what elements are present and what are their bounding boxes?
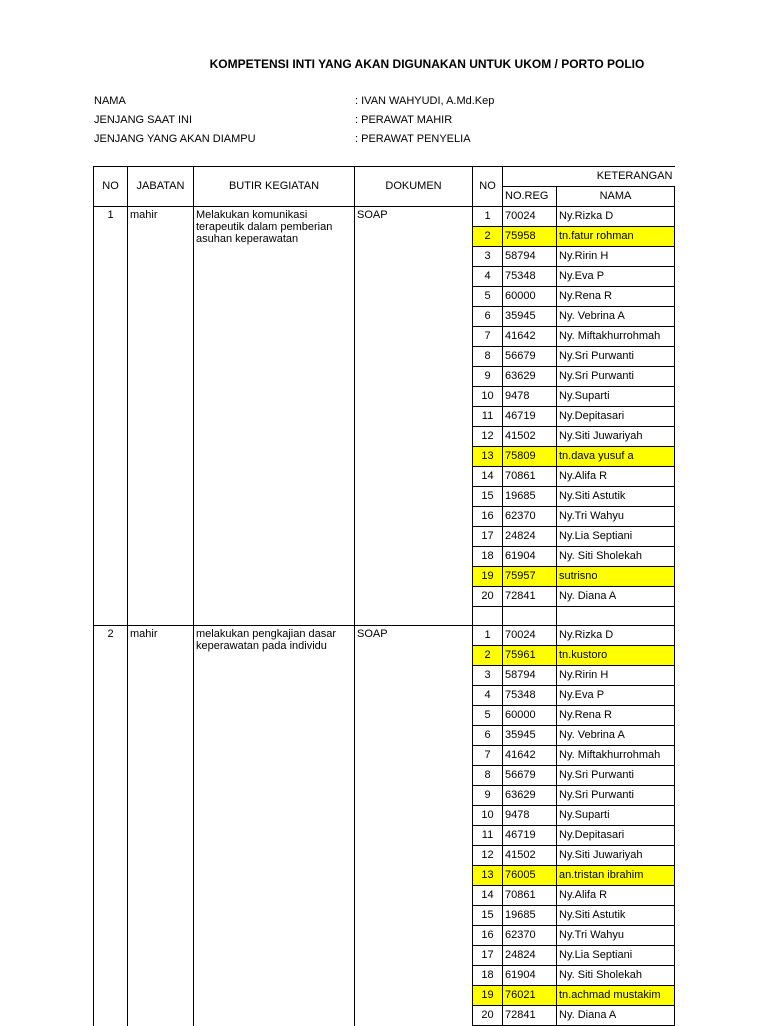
row-no: 12 — [473, 846, 503, 866]
row-noreg: 72841 — [503, 1006, 557, 1026]
row-noreg: 60000 — [503, 287, 557, 307]
row-noreg: 62370 — [503, 507, 557, 527]
row-no: 19 — [473, 986, 503, 1006]
header-butir-kegiatan: BUTIR KEGIATAN — [194, 167, 355, 207]
row-no: 3 — [473, 666, 503, 686]
row-nama: Ny.Lia Septiani — [557, 946, 675, 966]
row-nama: Ny.Siti Juwariyah — [557, 427, 675, 447]
row-nama: tn.kustoro — [557, 646, 675, 666]
row-no: 10 — [473, 806, 503, 826]
row-noreg: 24824 — [503, 527, 557, 547]
row-noreg: 56679 — [503, 347, 557, 367]
info-value: : PERAWAT MAHIR — [355, 114, 453, 126]
row-nama: Ny.Alifa R — [557, 467, 675, 487]
table-row — [94, 626, 675, 646]
row-nama: Ny.Siti Astutik — [557, 487, 675, 507]
row-no: 12 — [473, 427, 503, 447]
row-no: 14 — [473, 467, 503, 487]
row-no: 15 — [473, 906, 503, 926]
info-label: JENJANG YANG AKAN DIAMPU — [94, 133, 256, 145]
row-no: 20 — [473, 587, 503, 607]
row-no: 13 — [473, 866, 503, 886]
row-noreg: 76005 — [503, 866, 557, 886]
row-noreg: 63629 — [503, 367, 557, 387]
butir-text: Melakukan komunikasi terapeutik dalam pemberian asuhan keperawatan — [196, 209, 333, 245]
row-no: 9 — [473, 786, 503, 806]
section-jabatan: mahir — [128, 626, 194, 1026]
row-no: 2 — [473, 227, 503, 247]
row-noreg: 58794 — [503, 247, 557, 267]
row-noreg: 9478 — [503, 387, 557, 407]
table-header-row — [94, 167, 675, 187]
row-noreg: 60000 — [503, 706, 557, 726]
row-no: 8 — [473, 347, 503, 367]
row-no: 17 — [473, 946, 503, 966]
row-noreg: 75348 — [503, 267, 557, 287]
row-noreg: 76021 — [503, 986, 557, 1006]
header-nama: NAMA — [557, 187, 675, 207]
row-nama: Ny. Vebrina A — [557, 726, 675, 746]
row-noreg: 75809 — [503, 447, 557, 467]
row-no: 16 — [473, 926, 503, 946]
info-label: JENJANG SAAT INI — [94, 114, 193, 126]
row-noreg: 75961 — [503, 646, 557, 666]
row-no: 8 — [473, 766, 503, 786]
spacer-cell — [503, 607, 557, 626]
row-no: 1 — [473, 207, 503, 227]
row-nama: Ny. Diana A — [557, 587, 675, 607]
row-no: 1 — [473, 626, 503, 646]
row-noreg: 19685 — [503, 906, 557, 926]
row-nama: Ny.Sri Purwanti — [557, 766, 675, 786]
row-nama: Ny.Tri Wahyu — [557, 926, 675, 946]
spacer-cell — [473, 607, 503, 626]
row-nama: Ny.Rizka D — [557, 626, 675, 646]
row-nama: Ny.Rizka D — [557, 207, 675, 227]
row-nama: Ny.Depitasari — [557, 407, 675, 427]
row-noreg: 41502 — [503, 846, 557, 866]
row-noreg: 63629 — [503, 786, 557, 806]
row-nama: Ny.Siti Juwariyah — [557, 846, 675, 866]
row-no: 18 — [473, 966, 503, 986]
row-nama: sutrisno — [557, 567, 675, 587]
header-jabatan: JABATAN — [128, 167, 194, 207]
row-no: 4 — [473, 267, 503, 287]
section-no: 2 — [94, 626, 128, 1026]
row-noreg: 56679 — [503, 766, 557, 786]
row-nama: Ny.Sri Purwanti — [557, 786, 675, 806]
row-noreg: 41502 — [503, 427, 557, 447]
row-noreg: 70861 — [503, 886, 557, 906]
row-nama: Ny. Siti Sholekah — [557, 547, 675, 567]
info-value: : PERAWAT PENYELIA — [355, 133, 471, 145]
row-nama: Ny. Siti Sholekah — [557, 966, 675, 986]
header-no-2: NO — [473, 167, 503, 207]
row-noreg: 35945 — [503, 726, 557, 746]
row-nama: Ny.Alifa R — [557, 886, 675, 906]
row-noreg: 72841 — [503, 587, 557, 607]
row-noreg: 24824 — [503, 946, 557, 966]
row-no: 4 — [473, 686, 503, 706]
row-no: 19 — [473, 567, 503, 587]
section-dokumen: SOAP — [355, 626, 473, 1026]
info-value: : IVAN WAHYUDI, A.Md.Kep — [355, 95, 495, 107]
row-noreg: 70024 — [503, 626, 557, 646]
row-no: 13 — [473, 447, 503, 467]
row-nama: Ny.Eva P — [557, 267, 675, 287]
row-nama: tn.achmad mustakim — [557, 986, 675, 1006]
competency-table — [93, 166, 675, 1026]
butir-text: melakukan pengkajian dasar keperawatan pada individu — [196, 628, 337, 653]
header-dokumen: DOKUMEN — [355, 167, 473, 207]
row-no: 20 — [473, 1006, 503, 1026]
row-nama: tn.fatur rohman — [557, 227, 675, 247]
row-noreg: 61904 — [503, 966, 557, 986]
row-no: 6 — [473, 726, 503, 746]
document-title: KOMPETENSI INTI YANG AKAN DIGUNAKAN UNTUK UKOM / PORTO POLIO — [209, 57, 645, 71]
row-no: 17 — [473, 527, 503, 547]
header-no: NO — [94, 167, 128, 207]
row-nama: Ny.Sri Purwanti — [557, 367, 675, 387]
row-noreg: 70861 — [503, 467, 557, 487]
row-noreg: 46719 — [503, 407, 557, 427]
row-no: 11 — [473, 407, 503, 427]
row-nama: Ny. Miftakhurrohmah — [557, 746, 675, 766]
section-dokumen: SOAP — [355, 207, 473, 626]
row-nama: Ny.Ririn H — [557, 247, 675, 267]
header-noreg: NO.REG — [503, 187, 557, 207]
row-no: 10 — [473, 387, 503, 407]
info-label: NAMA — [94, 95, 126, 107]
row-nama: Ny.Suparti — [557, 806, 675, 826]
row-no: 14 — [473, 886, 503, 906]
spacer-cell — [557, 607, 675, 626]
row-noreg: 41642 — [503, 746, 557, 766]
row-no: 7 — [473, 746, 503, 766]
row-no: 18 — [473, 547, 503, 567]
row-nama: Ny.Ririn H — [557, 666, 675, 686]
row-noreg: 46719 — [503, 826, 557, 846]
row-nama: Ny.Lia Septiani — [557, 527, 675, 547]
section-butir-kegiatan — [194, 626, 355, 1026]
row-nama: Ny. Miftakhurrohmah — [557, 327, 675, 347]
row-no: 6 — [473, 307, 503, 327]
row-no: 11 — [473, 826, 503, 846]
row-noreg: 41642 — [503, 327, 557, 347]
row-noreg: 75957 — [503, 567, 557, 587]
row-noreg: 75958 — [503, 227, 557, 247]
section-no: 1 — [94, 207, 128, 626]
row-noreg: 75348 — [503, 686, 557, 706]
row-noreg: 9478 — [503, 806, 557, 826]
row-nama: Ny.Eva P — [557, 686, 675, 706]
row-nama: Ny. Vebrina A — [557, 307, 675, 327]
row-no: 9 — [473, 367, 503, 387]
row-noreg: 70024 — [503, 207, 557, 227]
row-nama: tn.dava yusuf a — [557, 447, 675, 467]
row-noreg: 62370 — [503, 926, 557, 946]
row-no: 5 — [473, 706, 503, 726]
row-nama: Ny.Depitasari — [557, 826, 675, 846]
row-noreg: 61904 — [503, 547, 557, 567]
row-nama: Ny.Siti Astutik — [557, 906, 675, 926]
row-nama: Ny.Tri Wahyu — [557, 507, 675, 527]
row-nama: Ny.Suparti — [557, 387, 675, 407]
row-no: 3 — [473, 247, 503, 267]
row-no: 2 — [473, 646, 503, 666]
row-no: 15 — [473, 487, 503, 507]
row-no: 16 — [473, 507, 503, 527]
section-butir-kegiatan — [194, 207, 355, 626]
row-noreg: 58794 — [503, 666, 557, 686]
row-nama: Ny.Rena R — [557, 287, 675, 307]
header-keterangan: KETERANGAN — [503, 167, 675, 187]
row-no: 5 — [473, 287, 503, 307]
row-no: 7 — [473, 327, 503, 347]
row-noreg: 35945 — [503, 307, 557, 327]
row-nama: Ny.Rena R — [557, 706, 675, 726]
table-row — [94, 207, 675, 227]
row-nama: Ny.Sri Purwanti — [557, 347, 675, 367]
row-noreg: 19685 — [503, 487, 557, 507]
section-jabatan: mahir — [128, 207, 194, 626]
row-nama: Ny. Diana A — [557, 1006, 675, 1026]
row-nama: an.tristan ibrahim — [557, 866, 675, 886]
